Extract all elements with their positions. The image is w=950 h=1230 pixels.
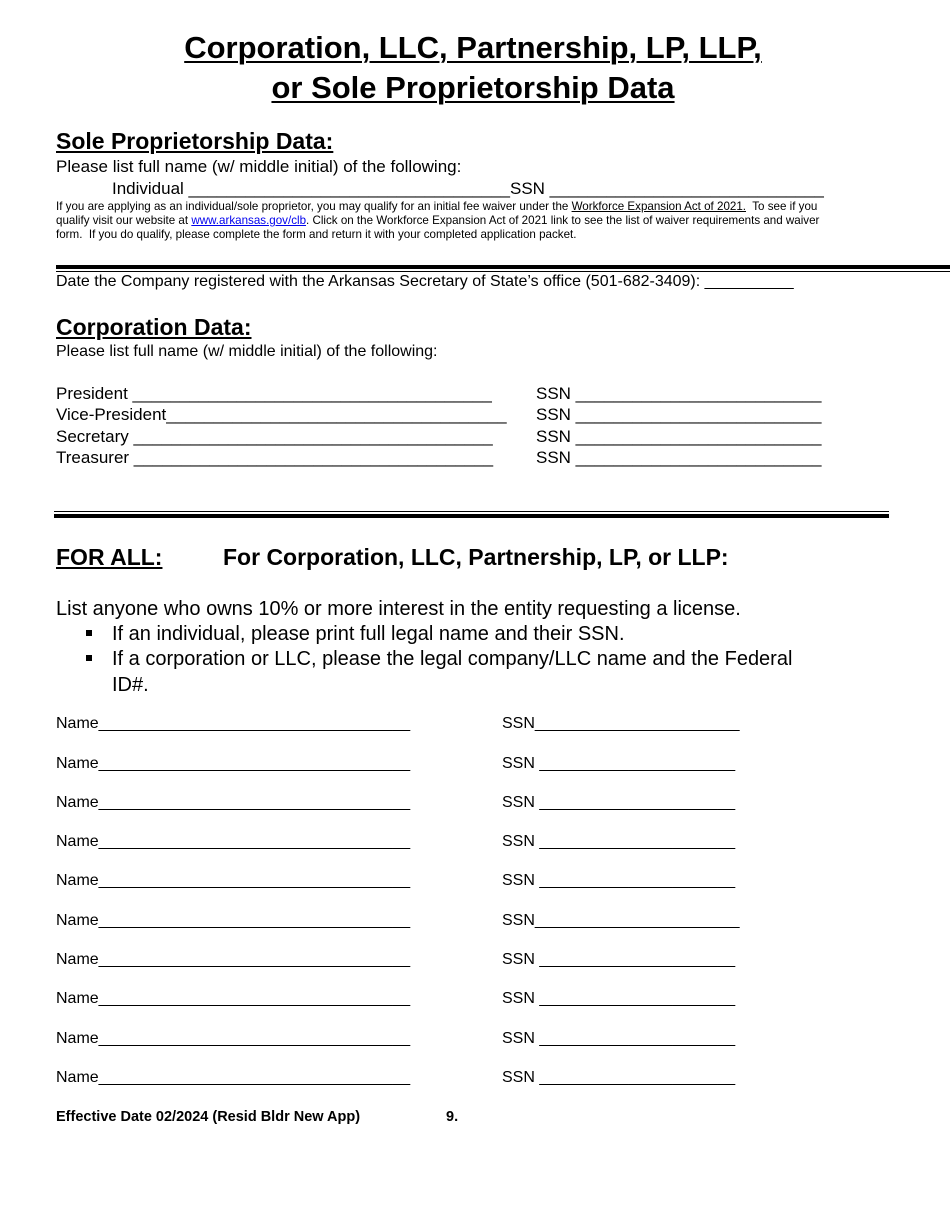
sole-prop-instruction: Please list full name (w/ middle initial) of the following:	[56, 157, 462, 176]
page-number: 9.	[446, 1109, 459, 1125]
corporation-heading: Corporation Data:	[56, 314, 252, 340]
officer-ssn-field[interactable]: SSN __________________________	[536, 384, 822, 403]
ownership-intro: List anyone who owns 10% or more interest in the entity requesting a license.	[56, 598, 741, 620]
owner-name-field[interactable]: Name___________________________________	[56, 990, 411, 1007]
owner-name-field[interactable]: Name___________________________________	[56, 872, 411, 889]
effective-date-footer: Effective Date 02/2024 (Resid Bldr New App)	[56, 1109, 361, 1125]
sole-prop-heading: Sole Proprietorship Data:	[56, 128, 334, 154]
waiver-note-line3: form. If you do qualify, please complete the form and return it with your completed application packet.	[56, 228, 577, 241]
owner-name-field[interactable]: Name___________________________________	[56, 912, 411, 929]
waiver-note-line1: If you are applying as an individual/sole proprietor, you may qualify for an initial fee waiver under the Workforce Expansion Act of 2021. To see if you	[56, 200, 818, 213]
officer-name-field[interactable]: Vice-President____________________________________	[56, 405, 507, 424]
date-registered-field[interactable]: Date the Company registered with the Arkansas Secretary of State’s office (501-682-3409): __________	[56, 273, 794, 290]
bullet-corporation-cont: ID#.	[112, 674, 149, 696]
for-all-label: FOR ALL:	[56, 544, 163, 570]
owner-ssn-field[interactable]: SSN ______________________	[502, 833, 736, 850]
officer-ssn-field[interactable]: SSN __________________________	[536, 427, 822, 446]
page-title-line2: or Sole Proprietorship Data	[271, 70, 675, 105]
corporation-instruction: Please list full name (w/ middle initial) of the following:	[56, 343, 438, 360]
officer-name-field[interactable]: Treasurer ______________________________________	[56, 448, 494, 467]
page-title-line1: Corporation, LLC, Partnership, LP, LLP,	[184, 30, 762, 65]
owner-ssn-field[interactable]: SSN ______________________	[502, 1069, 736, 1086]
bullet-icon	[86, 655, 92, 661]
owner-name-field[interactable]: Name___________________________________	[56, 951, 411, 968]
section-divider-thin	[56, 271, 950, 272]
owner-ssn-field[interactable]: SSN ______________________	[502, 951, 736, 968]
officer-ssn-field[interactable]: SSN __________________________	[536, 448, 822, 467]
owner-ssn-field[interactable]: SSN_______________________	[502, 912, 740, 929]
waiver-note-line2: qualify visit our website at www.arkansas.gov/clb. Click on the Workforce Expansion Act of 2021 link to see the list of waiver requirements and waiver	[56, 214, 820, 227]
website-link[interactable]: www.arkansas.gov/clb	[191, 214, 307, 227]
owner-ssn-field[interactable]: SSN ______________________	[502, 794, 736, 811]
section-divider	[56, 265, 950, 269]
officer-ssn-field[interactable]: SSN __________________________	[536, 405, 822, 424]
owner-ssn-field[interactable]: SSN ______________________	[502, 1030, 736, 1047]
owner-ssn-field[interactable]: SSN ______________________	[502, 755, 736, 772]
owner-ssn-field[interactable]: SSN ______________________	[502, 872, 736, 889]
bullet-individual: If an individual, please print full legal name and their SSN.	[112, 623, 625, 645]
owner-name-field[interactable]: Name___________________________________	[56, 794, 411, 811]
bullet-icon	[86, 630, 92, 636]
owner-name-field[interactable]: Name___________________________________	[56, 833, 411, 850]
for-all-heading: For Corporation, LLC, Partnership, LP, or LLP:	[223, 544, 729, 570]
owner-ssn-field[interactable]: SSN_______________________	[502, 715, 740, 732]
individual-ssn-field[interactable]: Individual __________________________________SSN _____________________________	[112, 179, 824, 198]
owner-ssn-field[interactable]: SSN ______________________	[502, 990, 736, 1007]
owner-name-field[interactable]: Name___________________________________	[56, 1030, 411, 1047]
section-divider	[54, 514, 889, 518]
officer-name-field[interactable]: President ______________________________________	[56, 384, 492, 403]
bullet-corporation: If a corporation or LLC, please the legal company/LLC name and the Federal	[112, 648, 793, 670]
section-divider-thin	[54, 511, 889, 512]
owner-name-field[interactable]: Name___________________________________	[56, 1069, 411, 1086]
officer-name-field[interactable]: Secretary ______________________________________	[56, 427, 493, 446]
owner-name-field[interactable]: Name___________________________________	[56, 715, 411, 732]
workforce-act-reference: Workforce Expansion Act of 2021.	[571, 200, 747, 213]
owner-name-field[interactable]: Name___________________________________	[56, 755, 411, 772]
